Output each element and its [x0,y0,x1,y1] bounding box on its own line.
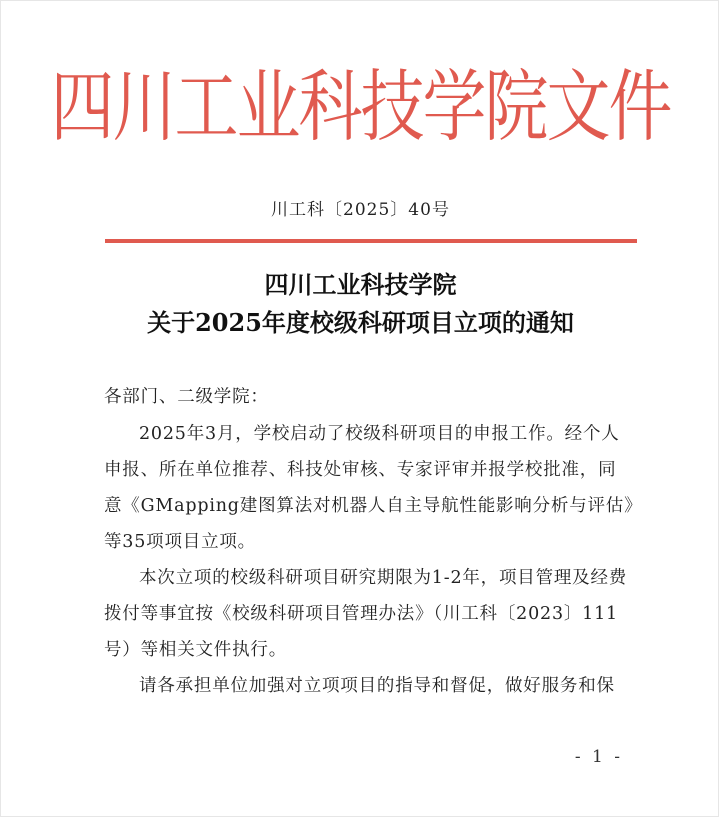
body-paragraph-2: 本次立项的校级科研项目研究期限为1-2年，项目管理及经费拨付等事宜按《校级科研项目管理办法》（川工科〔2023〕111号）等相关文件执行。 [104,568,628,660]
page-number: - 1 - [574,747,623,767]
notice-title-line-1: 四川工业科技学院 [264,270,457,299]
body-paragraph-1: 2025年3月，学校启动了校级科研项目的申报工作。经个人申报、所在单位推荐、科技处审核、专家评审并报学校批准，同意《GMapping建图算法对机器人自主导航性能影响分析与评估》等35项项目立项。 [104,424,634,552]
notice-title-line-2: 关于2025年度校级科研项目立项的通知 [147,308,574,337]
letterhead-title: 四川工业科技学院文件 [50,62,671,154]
salutation: 各部门、二级学院： [104,387,269,407]
red-divider-line [105,239,637,243]
document-number: 川工科〔2025〕40号 [271,200,450,220]
body-paragraph-3: 请各承担单位加强对立项项目的指导和督促，做好服务和保 [139,676,615,696]
